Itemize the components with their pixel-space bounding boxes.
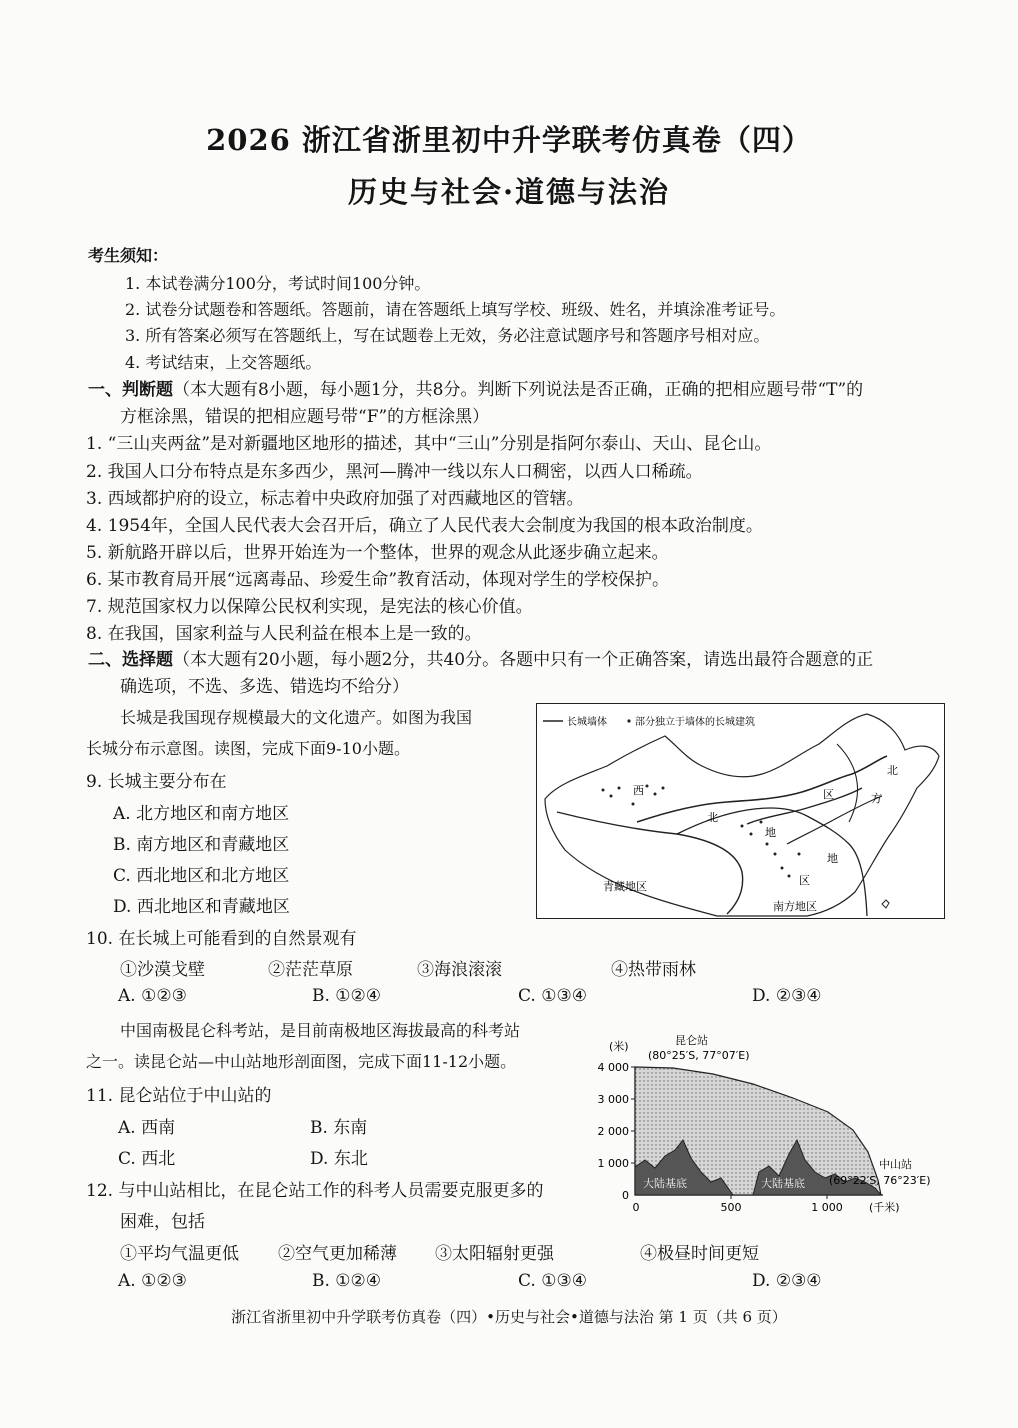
q10-option-d: D. ②③④ [752, 986, 822, 1006]
profile-y-tick: 1 000 [597, 1157, 629, 1170]
section-2-title: 选择题 [122, 650, 173, 670]
q10-option-b: B. ①②④ [312, 986, 382, 1006]
taiwan-island [882, 900, 889, 908]
q11-option-b: B. 东南 [310, 1118, 368, 1138]
map-label-bei: 北 [707, 811, 718, 824]
map-label-north-qu: 区 [823, 788, 834, 801]
q12-choice-1: ①平均气温更低 [120, 1244, 239, 1264]
q12-choice-4: ④极昼时间更短 [640, 1244, 759, 1264]
river-line [837, 744, 858, 822]
q10-choice-3: ③海浪滚滚 [417, 960, 502, 980]
q12-option-a: A. ①②③ [118, 1271, 187, 1291]
profile-kunlun-coord: (80°25′S, 77°07′E) [648, 1049, 750, 1062]
map-legend-wall: 长城墙体 [567, 717, 607, 728]
tf-question-7: 7. 规范国家权力以保障公民权利实现，是宪法的核心价值。 [86, 597, 533, 617]
q12-option-d: D. ②③④ [752, 1271, 822, 1291]
profile-y-unit: (米) [609, 1040, 629, 1053]
q9-stem: 9. 长城主要分布在 [86, 772, 227, 792]
section-1-prefix: 一、 [88, 380, 122, 400]
section-2-prefix: 二、 [88, 650, 122, 670]
intro-9-10: 长城是我国现存规模最大的文化遗产。如图为我国 [120, 708, 473, 727]
tf-question-2: 2. 我国人口分布特点是东多西少，黑河—腾冲一线以东人口稠密，以西人口稀疏。 [86, 462, 703, 482]
q9-option-c: C. 西北地区和北方地区 [113, 866, 290, 886]
profile-x-tick: 1 000 [811, 1201, 843, 1214]
intro-9-10-cont: 长城分布示意图。读图，完成下面9-10小题。 [86, 739, 410, 758]
q10-option-c: C. ①③④ [518, 986, 587, 1006]
notice-item: 2. 试卷分试题卷和答题纸。答题前，请在答题纸上填写学校、班级、姓名，并填涂准考证号。 [125, 300, 786, 319]
tf-question-1: 1. “三山夹两盆”是对新疆地区地形的描述，其中“三山”分别是指阿尔泰山、天山、昆仑山。 [86, 434, 772, 454]
profile-x-unit: (千米) [869, 1201, 900, 1214]
profile-y-tick: 0 [622, 1189, 629, 1202]
q11-option-d: D. 东北 [310, 1149, 368, 1169]
q11-option-c: C. 西北 [118, 1149, 176, 1169]
q10-option-a: A. ①②③ [118, 986, 187, 1006]
q12-choice-3: ③太阳辐射更强 [435, 1244, 554, 1264]
profile-zhongshan-name: 中山站 [879, 1158, 912, 1171]
bedrock-label-right: 大陆基底 [761, 1177, 805, 1190]
great-wall-map-drawing [537, 704, 944, 918]
notice-heading: 考生须知： [88, 246, 169, 265]
profile-zhongshan-coord: (69°22′S, 76°23′E) [829, 1174, 931, 1187]
great-wall-line [747, 788, 862, 824]
notice-item: 1. 本试卷满分100分，考试时间100分钟。 [125, 274, 431, 293]
q10-choice-2: ②茫茫草原 [268, 960, 353, 980]
profile-kunlun-name: 昆仑站 [675, 1034, 708, 1047]
q10-choice-1: ①沙漠戈壁 [120, 960, 205, 980]
great-wall-map [536, 703, 945, 919]
profile-y-tick: 3 000 [597, 1093, 629, 1106]
profile-y-tick: 4 000 [597, 1061, 629, 1074]
terrain-profile-chart [583, 1032, 968, 1222]
q9-option-a: A. 北方地区和南方地区 [113, 804, 290, 824]
notice-item: 3. 所有答案必须写在答题纸上，写在试题卷上无效，务必注意试题序号和答题序号相对应。 [125, 326, 770, 345]
great-wall-line [787, 796, 882, 844]
q9-option-d: D. 西北地区和青藏地区 [113, 897, 290, 917]
bedrock-label-left: 大陆基底 [643, 1177, 687, 1190]
tf-question-5: 5. 新航路开辟以后，世界开始连为一个整体，世界的观念从此逐步确立起来。 [86, 543, 669, 563]
q11-option-a: A. 西南 [118, 1118, 176, 1138]
page-subtitle: 历史与社会·道德与法治 [347, 175, 671, 209]
intro-11-12-cont: 之一。读昆仑站—中山站地形剖面图，完成下面11-12小题。 [86, 1052, 517, 1071]
section-1-instructions: （本大题有8小题，每小题1分，共8分。判断下列说法是否正确，正确的把相应题号带“T”的 [173, 380, 864, 400]
q12-option-c: C. ①③④ [518, 1271, 587, 1291]
map-label-north-di: 地 [827, 852, 838, 865]
q10-stem: 10. 在长城上可能看到的自然景观有 [86, 929, 357, 949]
tf-question-6: 6. 某市教育局开展“远离毒品、珍爱生命”教育活动，体现对学生的学校保护。 [86, 570, 670, 590]
page-footer: 浙江省浙里初中升学联考仿真卷（四）•历史与社会•道德与法治 第 1 页（共 6 页） [231, 1308, 787, 1326]
profile-x-tick: 500 [720, 1201, 742, 1214]
tf-question-8: 8. 在我国，国家利益与人民利益在根本上是一致的。 [86, 624, 482, 644]
tf-question-3: 3. 西域都护府的设立，标志着中央政府加强了对西藏地区的管辖。 [86, 489, 584, 509]
page-title: 2026 浙江省浙里初中升学联考仿真卷（四） [206, 123, 812, 157]
map-label-north-fang: 方 [871, 792, 882, 805]
profile-y-tick: 2 000 [597, 1125, 629, 1138]
q11-stem: 11. 昆仑站位于中山站的 [86, 1086, 272, 1106]
section-1-header [88, 375, 863, 400]
q12-stem: 12. 与中山站相比，在昆仑站工作的科考人员需要克服更多的 [86, 1181, 544, 1201]
q10-choice-4: ④热带雨林 [611, 960, 696, 980]
section-2-instructions: （本大题有20小题，每小题2分，共40分。各题中只有一个正确答案，请选出最符合题意的正 [173, 650, 874, 670]
q12-choice-2: ②空气更加稀薄 [278, 1244, 397, 1264]
notice-item: 4. 考试结束，上交答题纸。 [125, 353, 322, 372]
intro-11-12: 中国南极昆仑科考站，是目前南极地区海拔最高的科考站 [120, 1021, 521, 1040]
profile-x-tick: 0 [632, 1201, 640, 1214]
section-1-title: 判断题 [122, 380, 173, 400]
region-boundary [677, 808, 867, 916]
tf-question-4: 4. 1954年，全国人民代表大会召开后，确立了人民代表大会制度为我国的根本政治制度。 [86, 516, 763, 536]
q12-option-b: B. ①②④ [312, 1271, 382, 1291]
map-label-qingzang: 青藏地区 [603, 880, 647, 893]
section-2-header [88, 645, 873, 670]
q9-option-b: B. 南方地区和青藏地区 [113, 835, 290, 855]
terrain-profile-drawing [583, 1032, 968, 1222]
map-label-south: 南方地区 [773, 900, 817, 913]
map-label-di: 地 [765, 826, 776, 839]
qingzang-boundary [557, 812, 743, 914]
section-1-instructions-cont: 方框涂黑，错误的把相应题号带“F”的方框涂黑） [120, 407, 490, 427]
map-label-xi: 西 [633, 784, 644, 797]
map-legend-partial: 部分独立于墙体的长城建筑 [635, 717, 755, 728]
map-label-north-bei: 北 [887, 764, 898, 777]
map-label-qu: 区 [799, 874, 810, 887]
section-2-instructions-cont: 确选项，不选、多选、错选均不给分） [120, 677, 409, 697]
q12-stem-cont: 困难，包括 [120, 1212, 205, 1232]
